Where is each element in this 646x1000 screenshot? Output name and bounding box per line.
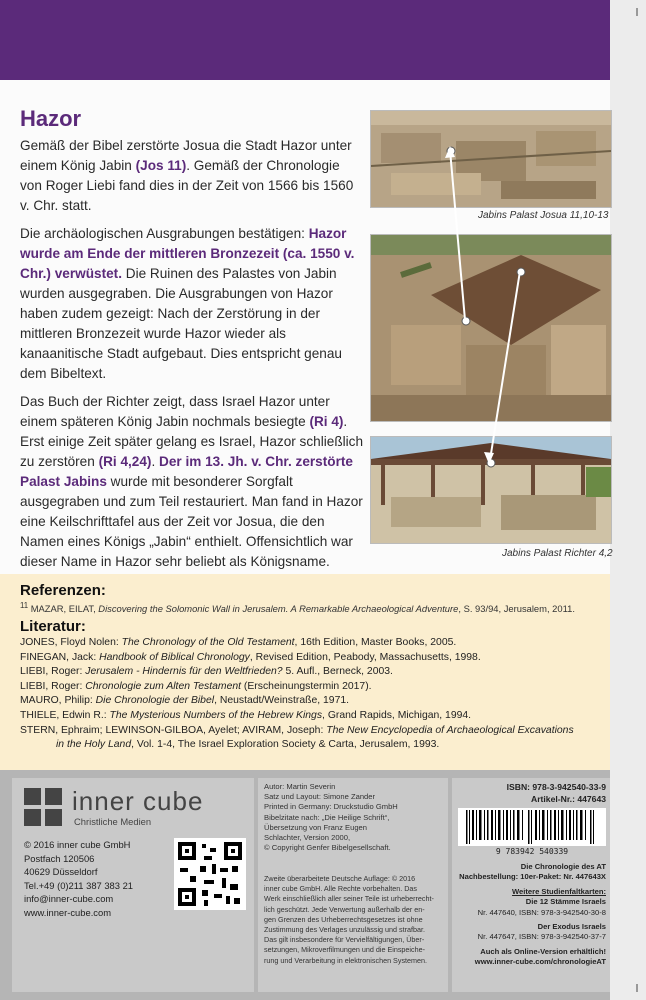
footer	[0, 770, 610, 1000]
legal-text: Zweite überarbeitete Deutsche Auflage: © 2016 inner cube GmbH. Alle Rechte vorbehalten. Das Werk einschließlich aller seiner Teile ist urheberrecht- lich geschützt. Jede Verwertung außerhalb der en- gen Grenzen des Urheberrechtsgesetzes ist ohne Zustimmung des Verlages unzulässig und strafbar. Das gilt insbesondere für Vervielfältigungen, Über- setzungen, Mikroverfilmungen und die Einspeiche- rung und Verarbeitung in elektronischen Systemen.	[264, 874, 434, 965]
list-item: LIEBI, Roger: Chronologie zum Alten Testament (Erscheinungstermin 2017).	[20, 680, 372, 692]
references-section	[0, 574, 610, 770]
highlight-text: Der im 13. Jh. v. Chr. zerstörte Palast Jabins	[20, 454, 353, 489]
literature-list	[20, 636, 574, 753]
list-item: MAURO, Philip: Die Chronologie der Bibel, Neustadt/Weinstraße, 1971.	[20, 695, 350, 707]
highlight-text: Hazor wurde am Ende der mittleren Bronzezeit (ca. 1550 v. Chr.) verwüstet.	[20, 226, 355, 281]
brand-tagline: Christliche Medien	[74, 816, 152, 827]
barcode-icon	[458, 808, 606, 846]
paragraph-3: Das Buch der Richter zeigt, dass Israel Hazor unter einem späteren König Jabin nochmals besiegte (Ri 4). Erst einige Zeit später gelang es Israel, Hazor schließlich zu zerstören (Ri 4,24). Der im 13. Jh. v. Chr. zerstörte Palast Jabins wurde mit besonderer Sorgfalt ausgegraben und zum Teil restauriert. Man fand in Hazor eine Keilschrifttafel aus der Zeit vor Josua, die den Namen eines Königs „Jabin“ enthielt. Offensichtlich war dieser Name in Hazor sehr beliebt als Königsname.	[20, 394, 364, 569]
paragraph-2: Die archäologischen Ausgrabungen bestätigen: Hazor wurde am Ende der mittleren Bronzezeit (ca. 1550 v. Chr.) verwüstet. Die Ruinen des Palastes von Jabin wurden ausgegraben. Die Ausgrabungen von Hazor haben zudem gezeigt: Nach der Zerstörung in der mittleren Bronzezeit wurde Hazor wieder als kanaanitische Stadt aufgebaut. Dies entspricht genau dem Bibeltext.	[20, 226, 355, 381]
product-info: Die Chronologie des AT Nachbestellung: 10er-Paket: Nr. 447643X Weitere Studienfaltkarten: Die 12 Stämme Israels Nr. 447640, ISBN: 978-3-942540-30-8 Der Exodus Israels Nr. 447647, ISBN: 978-3-942540-37-7 Auch als Online-Version erhältlich! www.inner-cube.com/chronologieAT	[459, 862, 606, 967]
publisher-panel	[12, 778, 254, 992]
inner-cube-logo-icon	[24, 788, 64, 828]
article-number: Artikel-Nr.: 447643	[531, 794, 606, 804]
paragraph-1: Gemäß der Bibel zerstörte Josua die Stadt Hazor unter einem König Jabin (Jos 11). Gemäß der Chronologie von Roger Liebi fand dies in der Zeit von 1566 bis 1560 v. Chr. statt.	[20, 138, 354, 213]
list-item: FINEGAN, Jack: Handbook of Biblical Chronology, Revised Edition, Peabody, Massachusetts, 1998.	[20, 651, 481, 663]
barcode-digits: 9 783942 540339	[495, 847, 569, 856]
credits-text: Autor: Martin Severin Satz und Layout: Simone Zander Printed in Germany: Druckstudio GmbH Bibelzitate nach: „Die Heilige Schrift“, Übersetzung von Franz Eugen Schlachter, Version 2000, © Copyright Genfer Bibelgesellschaft.	[264, 782, 398, 853]
section-title: Hazor	[20, 106, 82, 131]
list-item: JONES, Floyd Nolen: The Chronology of the Old Testament, 16th Edition, Master Books, 2005.	[20, 637, 457, 648]
photo-caption: Jabins Palast Richter 4,2	[502, 548, 613, 559]
photo-caption: Jabins Palast Josua 11,10-13	[478, 210, 609, 221]
bible-reference: (Jos 11)	[135, 158, 187, 173]
list-item: STERN, Ephraim; LEWINSON-GILBOA, Ayelet; AVIRAM, Joseph: The New Encyclopedia of Archaeological Excavations	[20, 724, 574, 736]
trim-mark	[636, 984, 638, 992]
online-link[interactable]: www.inner-cube.com/chronologieAT	[474, 957, 606, 967]
brand-name: inner cube	[72, 786, 204, 816]
references-heading: Referenzen:	[20, 582, 106, 599]
isbn: ISBN: 978-3-942540-33-9	[506, 782, 606, 792]
list-item: THIELE, Edwin R.: The Mysterious Numbers of the Hebrew Kings, Grand Rapids, Michigan, 1994.	[20, 709, 472, 721]
list-item-continuation: in the Holy Land, Vol. 1-4, The Israel Exploration Society & Carta, Jerusalem, 1993.	[56, 739, 440, 751]
product-panel	[452, 778, 610, 992]
literature-heading: Literatur:	[20, 618, 86, 635]
credits-panel	[258, 778, 448, 992]
publisher-address: © 2016 inner cube GmbH Postfach 120506 40629 Düsseldorf Tel.+49 (0)211 387 383 21 info@inner-cube.com www.inner-cube.com	[24, 839, 134, 918]
bible-reference: (Ri 4,24)	[98, 454, 152, 469]
bible-reference: (Ri 4)	[309, 414, 344, 429]
reference-note: $^{11}$ MAZAR, EILAT, Discovering the Solomonic Wall in Jerusalem. A Remarkable Archaeological Adventure, S. 93/94, Jerusalem, 2011.	[20, 601, 575, 615]
list-item: LIEBI, Roger: Jerusalem - Hindernis für den Weltfrieden? 5. Aufl., Berneck, 2003.	[20, 666, 393, 678]
qr-code-icon	[174, 838, 246, 910]
